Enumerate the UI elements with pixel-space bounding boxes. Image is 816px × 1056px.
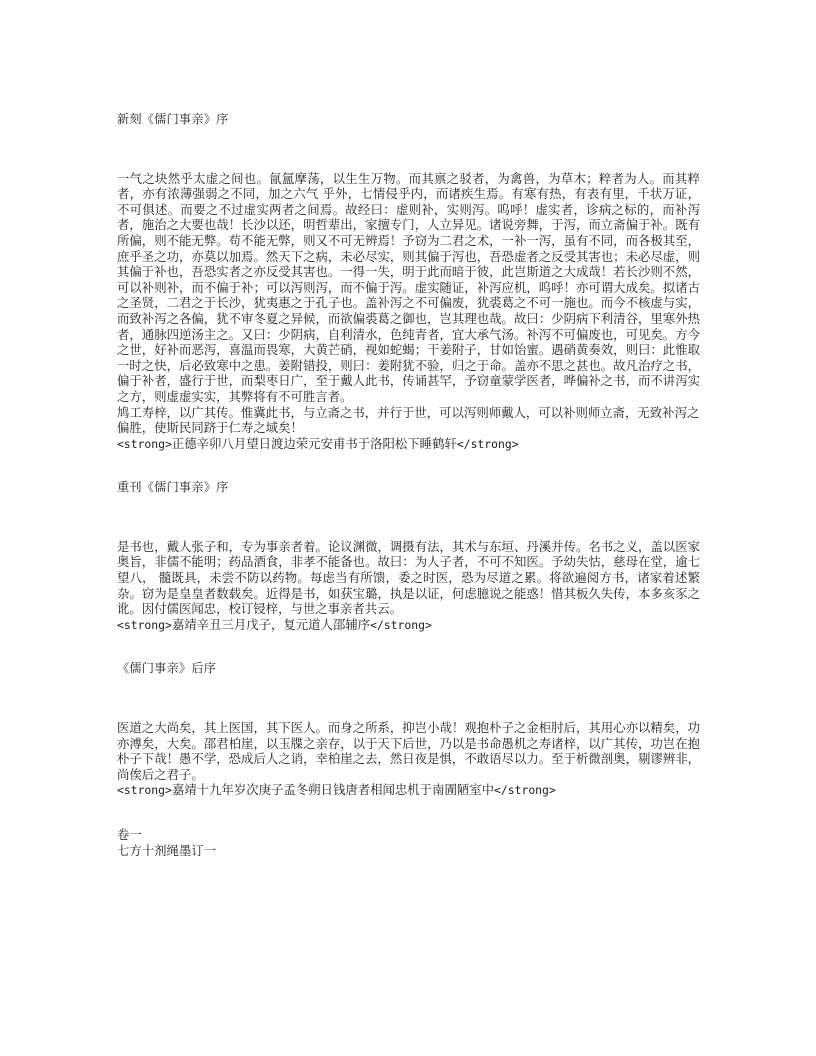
strong-open-tag: <strong> [117,436,172,451]
signature-text: 嘉靖辛丑三月戊子，复元道人邵辅序 [171,616,371,632]
section-heading-postscript: 《儒门事亲》后序 [117,661,217,676]
signature-line [117,617,700,634]
section-postscript [117,661,700,799]
strong-open-tag: <strong> [117,617,172,632]
chapter-title: 七方十剂绳墨订一 [117,842,217,858]
signature-line [117,782,700,799]
paragraph-body: 医道之大尚矣，其上医国，其下医人。而身之所系，抑岂小哉！观抱朴子之金柜肘后，其用心亦以精矣，功亦溥矣，大矣。邵君柏崖，以玉牒之亲存，以于天下后世，乃以是书命愚机之寿诸梓，以广其传，功岂在抱朴子下哉！愚不学，恐成后人之诮，幸柏崖之去，然日夜是惧，不敢语尽以力。至于析微剖奥，剔谬辨非，尚俟后之君子。 [117,720,700,782]
section-reprint-preface [117,480,700,633]
section-heading-new-print: 新刻《儒门事亲》序 [117,112,229,126]
section-spacer [117,633,700,661]
heading-spacer [117,689,700,720]
signature-line [117,436,700,453]
volume-spacer [117,799,700,827]
strong-close-tag: </strong> [370,617,432,632]
strong-close-tag: </strong> [494,783,556,798]
volume-label: 卷一 [117,827,142,842]
section-heading-reprint: 重刊《儒门事亲》序 [117,480,229,495]
strong-open-tag: <strong> [117,783,172,798]
heading-spacer [117,140,700,171]
signature-text: 正德辛卯八月望日渡边荣元安甫书于洛阳松下睡鹤轩 [171,435,457,451]
paragraph-body: 一气之块然乎太虚之间也。氤氲摩荡，以生生万物。而其禀之驳者，为禽兽，为草木；粹者为人。而其粹者，亦有浓薄强弱之不同，加之六气 乎外，七情侵乎内，而诸疾生焉。有寒有热，有表有里，千状万证，不可俱述。而要之不过虚实两者之间焉。故经曰：虚则补，实则泻。呜呼！虚实者，诊病之标的，而补泻者，施治之大要也哉！长沙以还，明哲辈出，家擅专门，人立异见。诸说旁舞，于泻，而立斋偏于补。既有所偏，则不能无弊。苟不能无弊，则又不可无辨焉！予窃为二君之术，一补一泻，虽有不同，而各极其至，庶乎圣之功，亦莫以加焉。然天下之病，未必尽实，则其偏于泻也，吾恐虚者之反受其害也；未必尽虚，则其偏于补也，吾恐实者之亦反受其害也。一得一失，明于此而暗于彼，此岂斯道之大成哉！若长沙则不然，可以补则补，而不偏于补；可以泻则泻，而不偏于泻。虚实随证，补泻应机，呜呼！亦可谓大成矣。拟诸古之圣贤，二君之于长沙，犹夷惠之于孔子也。盖补泻之不可偏废，犹裘葛之不可一施也。而今不核虚与实，而致补泻之各偏，犹不审冬夏之异候，而欲偏裘葛之御也，岂其理也哉。故曰：少阴病下利清谷，里寒外热者，通脉四逆汤主之。又曰：少阴病，自利清水，色纯青者，宜大承气汤。补泻不可偏废也，可见矣。方今之世，好补而恶泻，喜温而畏寒，大黄芒硝，视如蛇蝎；干姜附子，甘如饴蜜。遇硝黄奏效，则曰：此惟取一时之快，后必致寒中之患。姜附错投，则曰：姜附犹不验，归之于命。盖亦不思之甚也。故凡治疗之书，偏于补者，盛行于世，而梨枣日广，至于戴人此书，传诵甚罕，予窃童蒙学医者，哗偏补之书，而不讲泻实之方，则虚虚实实，其弊将有不可胜言者。 [117,170,700,404]
heading-spacer [117,508,700,539]
paragraph-body: 是书也，戴人张子和，专为事亲者着。论议渊微，调摄有法，其术与东垣、丹溪并传。名书之义，盖以医家奥旨，非儒不能明；药品酒食，非孝不能备也。故曰：为人子者，不可不知医。予幼失怙，慈母在堂，逾七望八， 髓既具，未尝不防以药物。每虑当有所馈，委之时医，恐为尽道之累。将欲遍阅方书，诸家着述繁杂。窃为是皇皇者数载矣。近得是书，如获宝璐，执是以证，何虑臆说之能惑！惜其板久失传，本多亥豕之讹。因付儒医闻忠，校订锓梓，与世之事亲者共云。 [117,538,700,617]
paragraph-body: 鸠工寿梓，以广其传。惟冀此书，与立斋之书，并行于世，可以泻则师戴人，可以补则师立斋，无致补泻之偏胜，使斯民同跻于仁寿之域矣！ [117,404,700,436]
signature-text: 嘉靖十九年岁次庚子孟冬朔日钱唐者相闻忠机于南圊陋室中 [171,782,495,798]
strong-close-tag: </strong> [456,436,519,451]
section-spacer [117,452,700,480]
volume-block [117,827,700,858]
section-new-print-preface [117,112,700,452]
